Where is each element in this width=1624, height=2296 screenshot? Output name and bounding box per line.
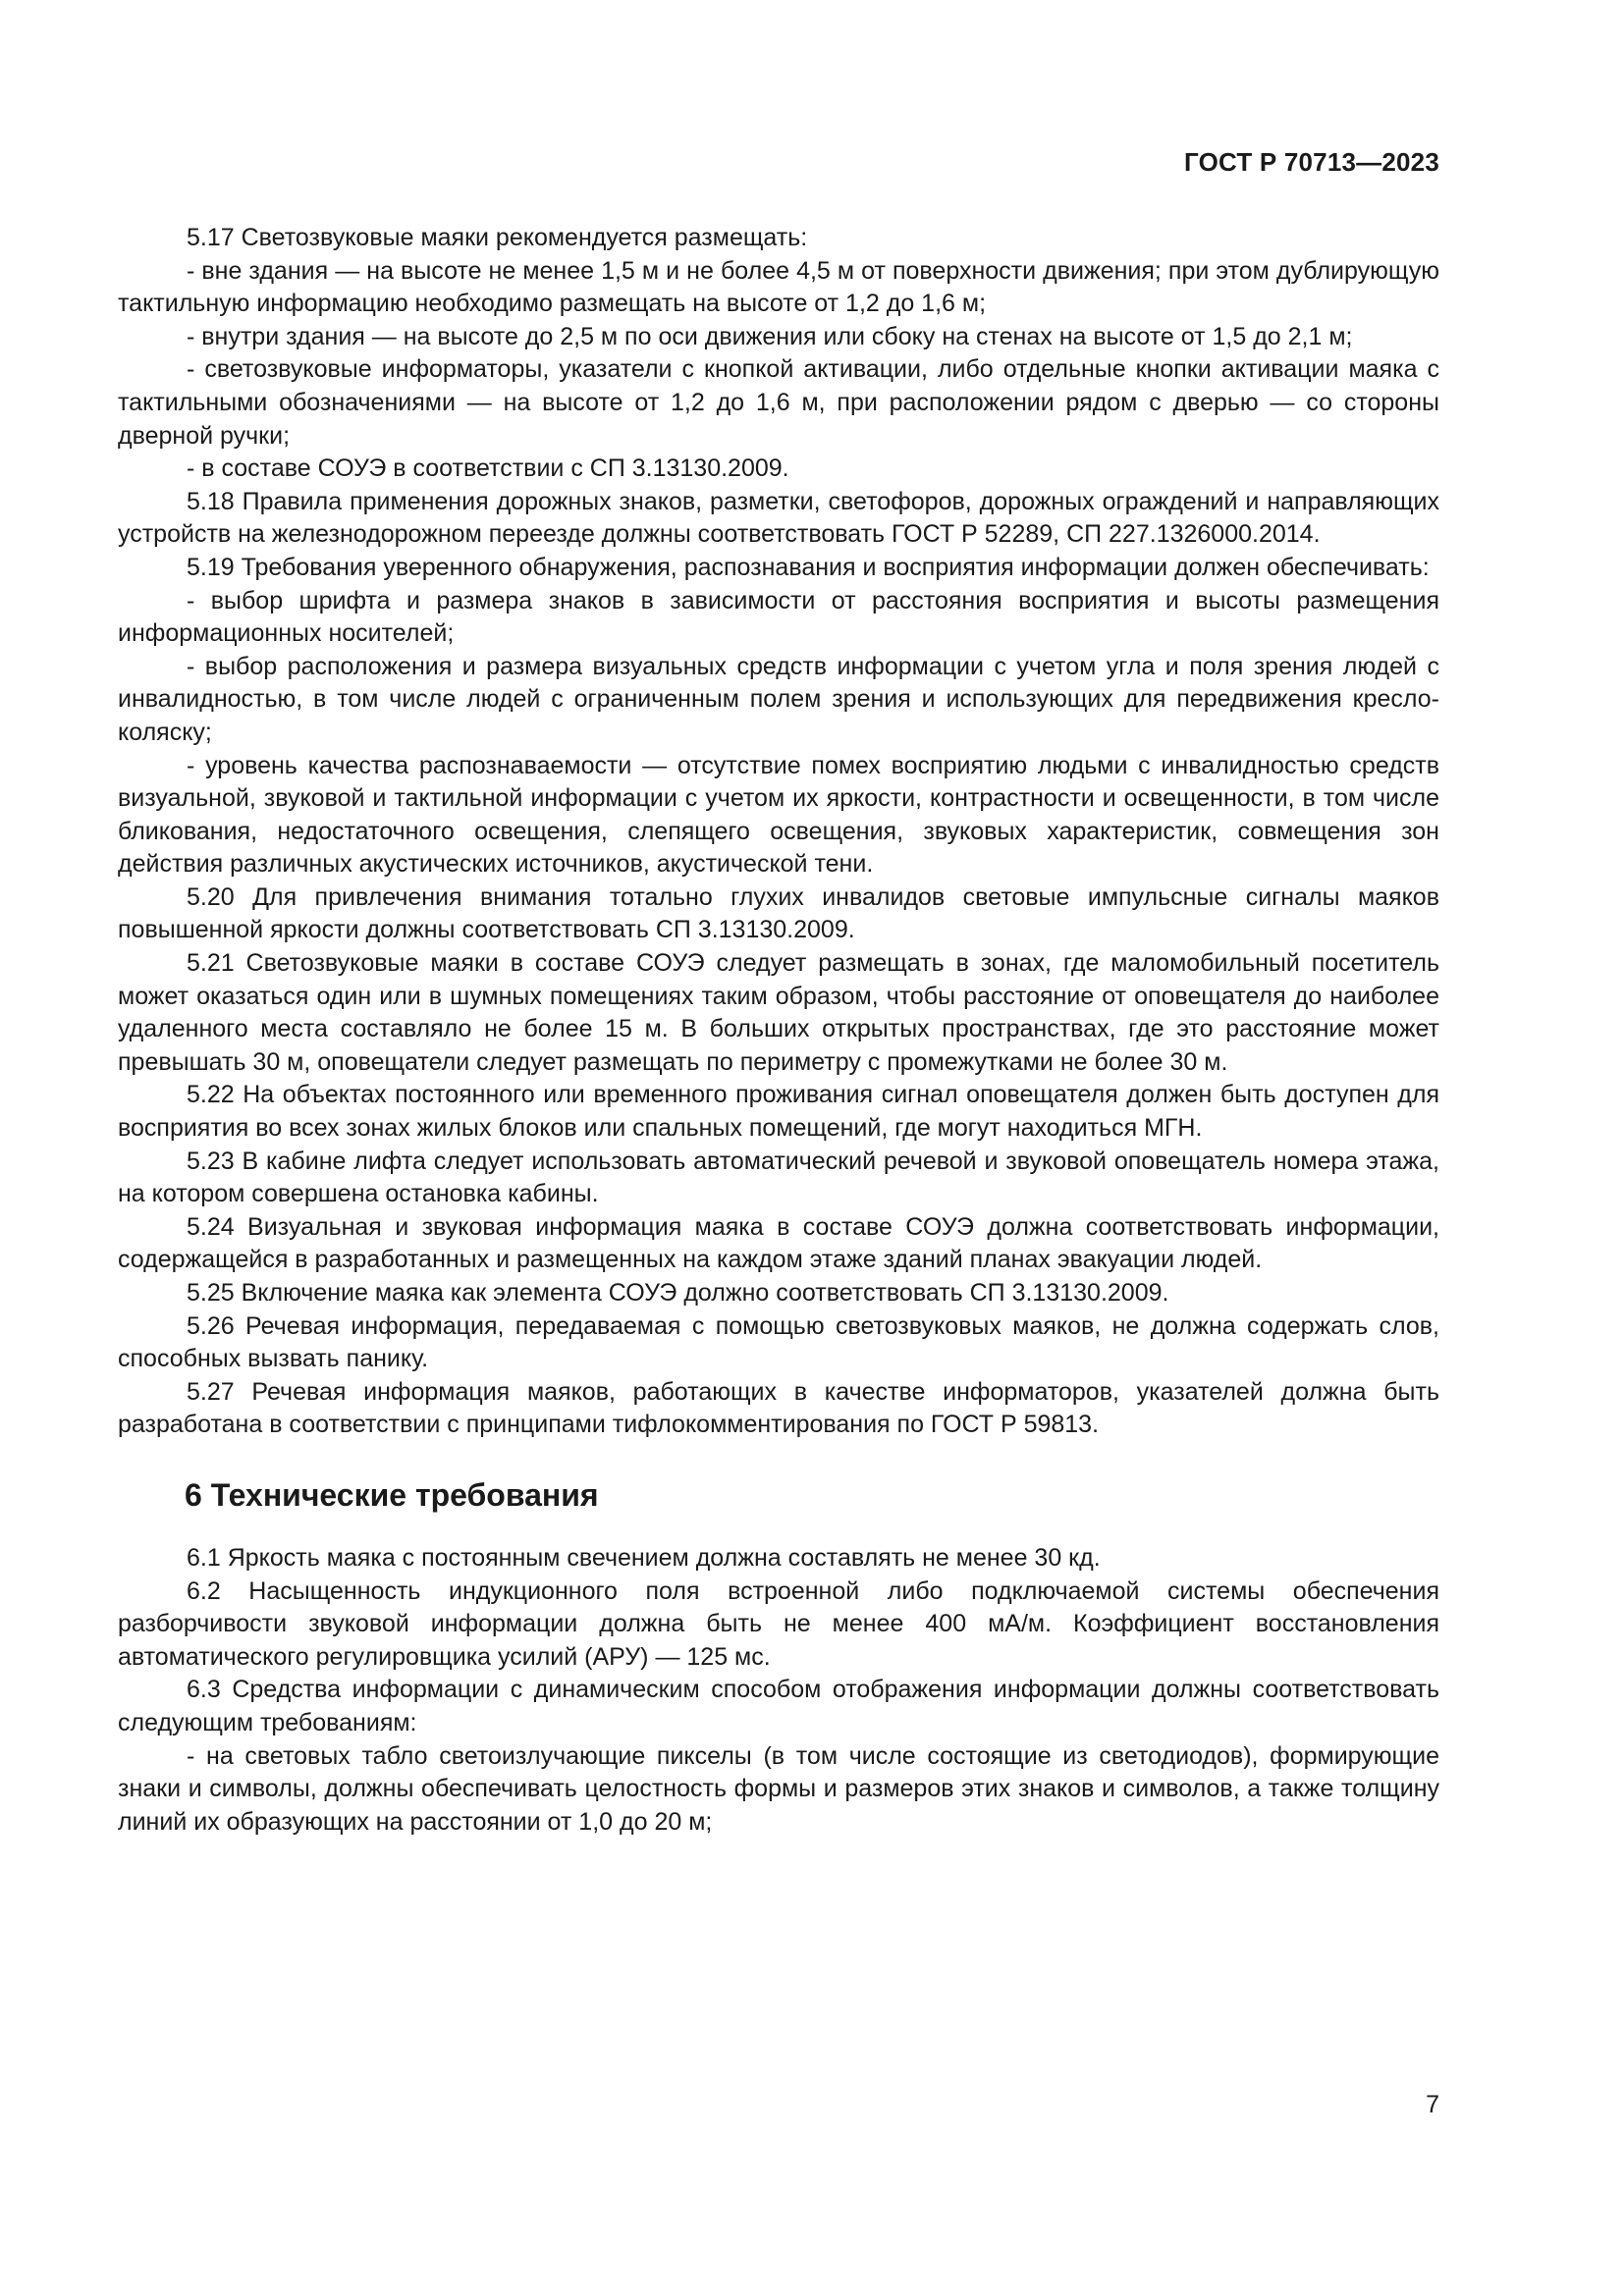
document-body bbox=[118, 222, 1439, 1839]
section-6-paragraphs bbox=[118, 1542, 1439, 1839]
paragraph-5-25: 5.25 Включение маяка как элемента СОУЭ должно соответствовать СП 3.13130.2009. bbox=[187, 1279, 1169, 1307]
paragraph-5-27: 5.27 Речевая информация маяков, работающих в качестве информаторов, указателей должна быть разработана в соответствии с принципами тифлокомментирования по ГОСТ Р 59813. bbox=[118, 1377, 1439, 1439]
document-code: ГОСТ Р 70713—2023 bbox=[1184, 147, 1439, 177]
list-item-light-panels: - на световых табло светоизлучающие пикселы (в том числе состоящие из светодиодов), формирующие знаки и символы, должны обеспечивать целостность формы и размеров этих знаков и символов, а также толщину линий их образующих на расстоянии от 1,0 до 20 м; bbox=[118, 1741, 1439, 1836]
paragraph-6-1: 6.1 Яркость маяка с постоянным свечением должна составлять не менее 30 кд. bbox=[187, 1543, 1101, 1572]
list-item-recognizability: - уровень качества распознаваемости — отсутствие помех восприятию людьми с инвалидностью средств визуальной, звуковой и тактильной информации с учетом их яркости, контрастности и освещенности, в том числе бликования, недостаточного освещения, слепящего освещения, звуковых характеристик, совмещения зон действия различных акустических источников, акустической тени. bbox=[118, 751, 1439, 879]
list-item-soue: - в составе СОУЭ в соответствии с СП 3.13130.2009. bbox=[187, 454, 789, 483]
paragraph-5-20: 5.20 Для привлечения внимания тотально глухих инвалидов световые импульсные сигналы маяков повышенной яркости должны соответствовать СП 3.13130.2009. bbox=[118, 882, 1439, 944]
list-item-informators: - светозвуковые информаторы, указатели с кнопкой активации, либо отдельные кнопки активации маяка с тактильными обозначениями — на высоте от 1,2 до 1,6 м, при расположении рядом с дверью — со стороны дверной ручки; bbox=[118, 355, 1439, 450]
section-5-paragraphs bbox=[118, 222, 1439, 1442]
paragraph-6-2: 6.2 Насыщенность индукционного поля встроенной либо подключаемой системы обеспечения разборчивости звуковой информации должна быть не менее 400 мА/м. Коэффициент восстановления автоматического регулировщика усилий (АРУ) — 125 мс. bbox=[118, 1576, 1439, 1671]
paragraph-5-24: 5.24 Визуальная и звуковая информация маяка в составе СОУЭ должна соответствовать информации, содержащейся в разработанных и размещенных на каждом этаже зданий планах эвакуации людей. bbox=[118, 1212, 1439, 1274]
list-item-font-choice: - выбор шрифта и размера знаков в зависимости от расстояния восприятия и высоты размещения информационных носителей; bbox=[118, 586, 1439, 648]
list-item-inside-building: - внутри здания — на высоте до 2,5 м по оси движения или сбоку на стенах на высоте от 1,5 до 2,1 м; bbox=[187, 322, 1353, 350]
paragraph-5-22: 5.22 На объектах постоянного или временного проживания сигнал оповещателя должен быть доступен для восприятия во всех зонах жилых блоков или спальных помещений, где могут находиться МГН. bbox=[118, 1081, 1439, 1143]
paragraph-5-26: 5.26 Речевая информация, передаваемая с помощью светозвуковых маяков, не должна содержать слов, способных вызвать панику. bbox=[118, 1311, 1439, 1373]
paragraph-5-19: 5.19 Требования уверенного обнаружения, распознавания и восприятия информации должен обеспечивать: bbox=[187, 553, 1430, 581]
section-heading-technical-requirements: 6 Технические требования bbox=[185, 1476, 599, 1513]
paragraph-5-18: 5.18 Правила применения дорожных знаков, разметки, светофоров, дорожных ограждений и направляющих устройств на железнодорожном переезде должны соответствовать ГОСТ Р 52289, СП 227.1326000.2014. bbox=[118, 487, 1439, 549]
list-item-location-choice: - выбор расположения и размера визуальных средств информации с учетом угла и поля зрения людей с инвалидностью, в том числе людей с ограниченным полем зрения и использующих для передвижения кресло-коляску; bbox=[118, 652, 1439, 746]
paragraph-5-21: 5.21 Светозвуковые маяки в составе СОУЭ следует размещать в зонах, где маломобильный посетитель может оказаться один или в шумных помещениях таким образом, чтобы расстояние от оповещателя до наиболее удаленного места составляло не более 15 м. В больших открытых пространствах, где это расстояние может превышать 30 м, оповещатели следует размещать по периметру с промежутками не более 30 м. bbox=[118, 949, 1439, 1076]
paragraph-5-23: 5.23 В кабине лифта следует использовать автоматический речевой и звуковой оповещатель номера этажа, на котором совершена остановка кабины. bbox=[118, 1147, 1439, 1208]
paragraph-6-3: 6.3 Средства информации с динамическим способом отображения информации должны соответствовать следующим требованиям: bbox=[118, 1676, 1439, 1736]
paragraph-5-17: 5.17 Светозвуковые маяки рекомендуется размещать: bbox=[187, 224, 808, 251]
list-item-outside-building: - вне здания — на высоте не менее 1,5 м и не более 4,5 м от поверхности движения; при этом дублирующую тактильную информацию необходимо размещать на высоте от 1,2 до 1,6 м; bbox=[118, 256, 1439, 318]
page-number: 7 bbox=[1426, 2091, 1439, 2118]
